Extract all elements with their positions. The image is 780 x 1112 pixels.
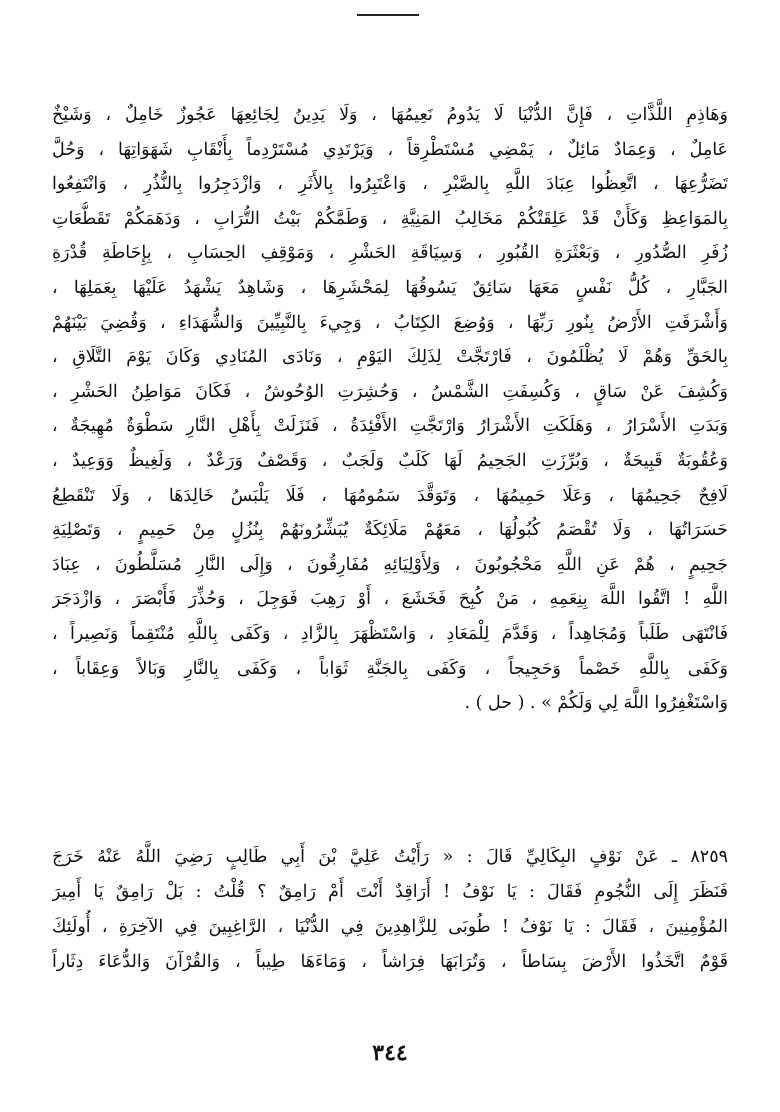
text-line: عَامِلٌ ، وَعِمَادٌ مَائِلٌ ، يَمْضِي مُسْتَطْرِقاً ، وَيَرْتَدِي مُسْتَرْدِماً بِأَنْقَابِ شَهَوَاتِهَا ، وَحُلَّ <box>52 139 728 160</box>
sermon-text <box>52 98 728 721</box>
text-line: زُفَرِ الصُّدُورِ ، وَبَعْثَرَةِ القُبُورِ ، وَسِيَاقَةِ الحَشْرِ ، وَمَوْقِفِ الحِسَابِ ، بِإِحَاطَةِ قُدْرَةِ <box>52 243 728 264</box>
text-line: فَانْتَهَى طَلَباً وَمُجَاهِداً ، وَقَدَّمَ لِلْمَعَادِ ، وَاسْتَظْهَرَ بِالزَّادِ ، وَكَفَى بِاللَّهِ مُنْتَقِماً وَنَصِيراً ، <box>52 623 728 644</box>
text-line: لَافِحٌ جَحِيمُهَا ، وَعَلَا حَمِيمُهَا ، وَتَوَقَّدَ سَمُومُهَا ، فَلَا يَلْبَسُ خَالِدَهَا ، وَلَا تَنْقَطِعُ <box>52 485 728 506</box>
text-line: جَحِيمٍ ، هُمْ عَنِ اللَّهِ مَحْجُوبُونَ ، وَلِأَوْلِيَائِهِ مُفَارِقُونَ ، وَإِلَى النَّارِ مُسَلَّطُونَ ، عِبَادَ <box>52 554 728 575</box>
text-line: وَعُقُوبَةٌ قَبِيحَةٌ ، وَبُرِّزَتِ الجَحِيمُ لَهَا كَلَبٌ وَلَجَبٌ ، وَقَصْفٌ وَرَعْدٌ ، وَلَغِيظٌ وَوَعِيدٌ ، <box>52 450 728 471</box>
text-line: وَاسْتَغْفِرُوا اللَّهَ لِي وَلَكُمْ » . ( حل ) . <box>464 693 728 714</box>
text-line: المُؤْمِنِينَ ، فَقَالَ : يَا نَوْفُ ! طُوبَى لِلزَّاهِدِينَ فِي الدُّنْيَا ، الرَّاغِبِينَ فِي الآخِرَةِ ، أُولَئِكَ <box>52 917 728 937</box>
text-line: حَسَرَاتُهَا ، وَلَا تُقْصَمُ كُبُولُهَا ، مَعَهُمْ مَلَائِكَةٌ يُبَشِّرُونَهُمْ بِنُزُلٍ مِنْ حَمِيمٍ ، وَتَصْلِيَةِ <box>52 520 728 541</box>
text-line: قَوْمٌ اتَّخَذُوا الأَرْضَ بِسَاطاً ، وَتُرَابَهَا فِرَاشاً ، وَمَاءَهَا طِيباً ، وَالقُرْآنَ وَالدُّعَاءَ دِثَاراً <box>52 952 728 972</box>
text-line: اللَّهِ ! اتَّقُوا اللَّهَ بِنِعَمِهِ ، مَنْ كُبِحَ فَخَشَعَ ، أَوْ رَهِبَ فَوَجِلَ ، وَحُذِّرَ فَأَبْصَرَ ، وَازْدَجَرَ <box>52 589 728 610</box>
text-line: الجَبَّارِ ، كُلُّ نَفْسٍ مَعَهَا سَائِقٌ يَسُوقُهَا لِمَحْشَرِهَا ، وَشَاهِدٌ يَشْهَدُ عَلَيْهَا بِعَمَلِهَا ، <box>52 277 728 298</box>
text-line: وَأَشْرَقَتِ الأَرْضُ بِنُورِ رَبِّهَا ، وَوُضِعَ الكِتَابُ ، وَجِيءَ بِالنَّبِيِّينَ وَالشُّهَدَاءِ ، وَقُضِيَ بَيْنَهُمْ <box>52 312 728 333</box>
top-rule <box>357 14 419 16</box>
text-line: بِالمَوَاعِظِ وَكَأَنْ قَدْ عَلِقَتْكُمْ مَخَالِبُ المَنِيَّةِ ، وَطَمَّكُمْ بَيْتُ التُّرَابِ ، وَدَهَمَكُمْ تَقَطُّعَاتِ <box>52 208 728 229</box>
text-line: ٨٢٥٩ ـ عَنْ نَوْفٍ البِكَالِيِّ قَالَ : « رَأَيْتُ عَلِيَّ بْنَ أَبِي طَالِبٍ رَضِيَ اللَّهُ عَنْهُ خَرَجَ <box>52 847 728 867</box>
hadith-8259 <box>52 840 728 980</box>
text-line: وَبَدَتِ الأَسْرَارُ ، وَهَلَكَتِ الأَشْرَارُ وَارْتَجَّتِ الأَفْئِدَةُ ، فَنَزَلَتْ بِأَهْلِ النَّارِ سَطْوَةٌ مُهِيجَةٌ ، <box>52 416 728 437</box>
text-line: فَنَظَرَ إِلَى النُّجُومِ فَقَالَ : يَا نَوْفُ ! أَرَاقِدٌ أَنْتَ أَمْ رَامِقٌ ؟ قُلْتُ : بَلْ رَامِقٌ يَا أَمِيرَ <box>52 882 728 902</box>
text-line: وَهَاذِمِ اللَّذَّاتِ ، فَإِنَّ الدُّنْيَا لَا يَدُومُ نَعِيمُهَا ، وَلَا يَدِينُ لِجَائِعِهَا عَجُوزٌ خَامِلٌ ، وَشَيْخٌ <box>52 105 728 125</box>
text-line: وَكُشِفَ عَنْ سَاقٍ ، وَكُسِفَتِ الشَّمْسُ ، وَحُشِرَتِ الوُحُوشُ ، فَكَانَ مَوَاطِنُ الحَشْرِ ، <box>52 381 728 402</box>
text-line: تَضَرُّعِهَا ، اتَّعِظُوا عِبَادَ اللَّهِ بِالصَّبْرِ ، وَاعْتَبِرُوا بِالأَثَرِ ، وَازْدَجِرُوا بِالنُّذُرِ ، وَانْتَفِعُوا <box>52 174 728 195</box>
text-line: وَكَفَى بِاللَّهِ خَصْماً وَحَجِيجاً ، وَكَفَى بِالجَنَّةِ ثَوَاباً ، وَكَفَى بِالنَّارِ وَبَالاً وَعِقَاباً ، <box>52 658 728 679</box>
text-line: بِالحَقِّ وَهُمْ لَا يُظْلَمُونَ ، فَارْتَجَّتْ لِذَلِكَ اليَوْمِ ، وَنَادَى المُنَادِي وَكَانَ يَوْمَ التَّلَاقِ ، <box>52 347 728 368</box>
page-number: ٣٤٤ <box>372 1040 408 1066</box>
